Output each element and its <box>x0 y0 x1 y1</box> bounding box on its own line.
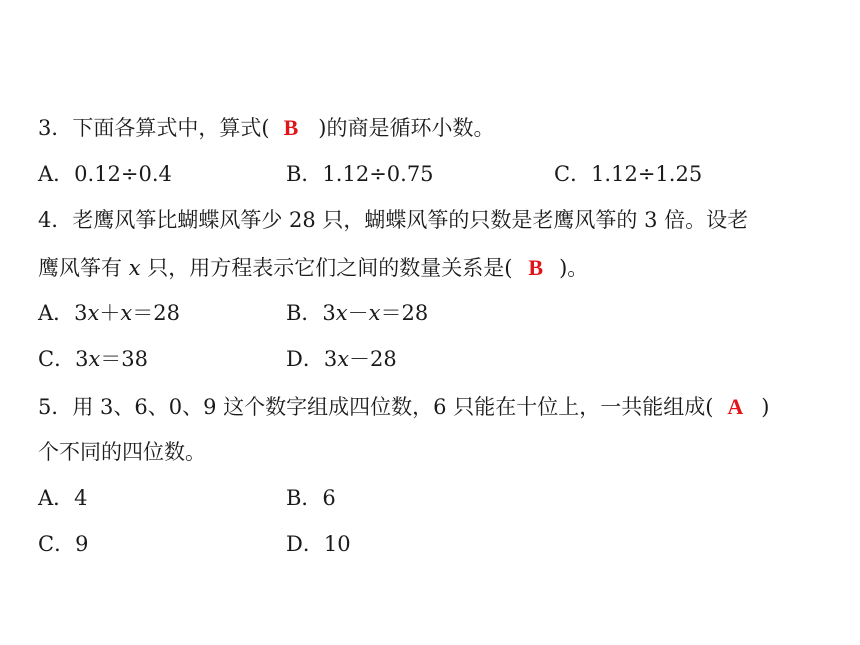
q4-answer: B <box>528 255 544 280</box>
q5-answer: A <box>727 394 744 419</box>
q4-stem-line2: 鹰风筝有 x 只，用方程表示它们之间的数量关系是( B )。 <box>38 255 589 280</box>
q3-option-c: C．1.12÷1.25 <box>554 162 703 186</box>
q3-option-b: B．1.12÷0.75 <box>286 162 434 186</box>
q5-option-a: A．4 <box>38 486 88 510</box>
q4-option-b: B．3x－x＝28 <box>286 301 429 325</box>
q4-option-d: D．3x－28 <box>286 347 397 371</box>
q4-option-a: A．3x＋x＝28 <box>38 301 180 325</box>
q5-stem-line1: 5．用 3、6、0、9 这个数字组成四位数，6 只能在十位上，一共能组成( A ) <box>38 394 770 419</box>
q5-option-c: C．9 <box>38 532 89 556</box>
q4-stem-line1: 4．老鹰风筝比蝴蝶风筝少 28 只，蝴蝶风筝的只数是老鹰风筝的 3 倍。设老 <box>38 208 749 232</box>
q3-option-a: A．0.12÷0.4 <box>38 162 172 186</box>
q3-stem: 3．下面各算式中，算式( B )的商是循环小数。 <box>38 115 495 140</box>
q5-option-b: B．6 <box>286 486 336 510</box>
q3-answer: B <box>283 115 299 140</box>
q5-option-d: D．10 <box>286 532 351 556</box>
q5-stem-line2: 个不同的四位数。 <box>38 440 206 464</box>
q4-option-c: C．3x＝38 <box>38 347 149 371</box>
